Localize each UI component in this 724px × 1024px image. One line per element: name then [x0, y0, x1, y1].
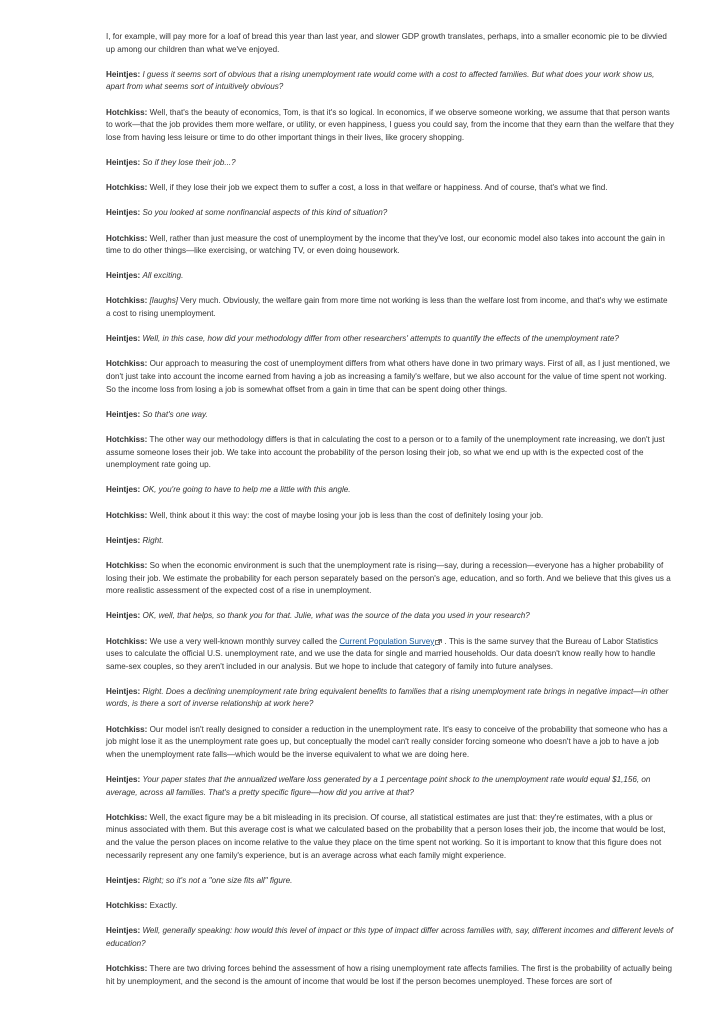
question-paragraph — [106, 207, 674, 220]
answer-paragraph — [106, 812, 674, 862]
answer-text: We use a very well-known monthly survey called the — [149, 636, 340, 646]
current-population-survey-link[interactable]: Current Population Survey — [339, 636, 435, 646]
speaker-label-interviewer: Heintjes: — [106, 611, 141, 621]
speaker-label-interviewer: Heintjes: — [106, 157, 141, 167]
question-text: Your paper states that the annualized welfare loss generated by a 1 percentage point shock to the unemployment rate would equal $1,156, on average, across all families. That's a pretty specific figure—how did you arrive at that? — [106, 775, 651, 797]
speaker-label-guest: Hotchkiss: — [106, 233, 148, 243]
answer-paragraph — [106, 636, 674, 674]
answer-paragraph — [106, 724, 674, 762]
speaker-label-guest: Hotchkiss: — [106, 435, 148, 444]
speaker-label-guest: Hotchkiss: — [106, 296, 148, 306]
speaker-label-interviewer: Heintjes: — [106, 926, 141, 936]
question-text: So you looked at some nonfinancial aspects of this kind of situation? — [142, 208, 388, 218]
question-paragraph — [106, 484, 674, 497]
answer-text: Well, rather than just measure the cost of unemployment by the income that they've lost, our economic model also takes into account the gain in time to do other things—like exercising, or watching TV, or even doing housework. — [106, 233, 665, 256]
speaker-label-guest: Hotchkiss: — [106, 107, 148, 117]
question-paragraph — [106, 774, 674, 799]
question-text: All exciting. — [142, 271, 184, 281]
question-paragraph — [106, 270, 674, 283]
speaker-label-interviewer: Heintjes: — [106, 686, 141, 696]
question-paragraph — [106, 610, 674, 623]
question-text: I guess it seems sort of obvious that a rising unemployment rate would come with a cost to affected families. But what does your work show us, apart from what seems sort of intuitively obvious? — [106, 69, 655, 92]
speaker-label-guest: Hotchkiss: — [106, 560, 148, 570]
answer-text: There are two driving forces behind the assessment of how a rising unemployment rate affects families. The first is the probability of actually being hit by unemployment, and the second is the amount of income that would be lost if the person becomes unemployed. These forces are sort of — [106, 963, 672, 986]
speaker-label-guest: Hotchkiss: — [106, 510, 148, 520]
question-paragraph — [106, 686, 674, 711]
answer-paragraph — [106, 434, 674, 472]
speaker-label-interviewer: Heintjes: — [106, 271, 141, 281]
answer-paragraph — [106, 295, 674, 320]
answer-text: Our model isn't really designed to consider a reduction in the unemployment rate. It's easy to conceive of the probability that someone who has a job might lose it as the unemployment rate goes up, but conceptually the model can't really consider forcing someone who doesn't have a job to have a job when the unemployment rate falls—which would be the inverse equivalent to what we are doing here. — [106, 724, 668, 759]
answer-paragraph — [106, 560, 674, 598]
answer-text: Very much. Obviously, the welfare gain from more time not working is less than the welfare lost from income, and that's why we estimate a cost to rising unemployment. — [106, 296, 668, 319]
speaker-label-guest: Hotchkiss: — [106, 812, 148, 822]
question-paragraph — [106, 535, 674, 548]
answer-text: Well, if they lose their job we expect them to suffer a cost, a loss in that welfare or happiness. And of course, that's what we find. — [149, 183, 608, 193]
answer-paragraph — [106, 358, 674, 396]
answer-text: . This is the same survey that the Bureau of Labor Statistics uses to calculate the official U.S. unemployment rate, and we use the data for single and married households. Our data doesn't know really how to handle same-sex couples, so they aren't included in our analysis. But we hope to include that category of family into future analyses. — [106, 636, 659, 671]
question-paragraph — [106, 157, 674, 170]
speaker-label-interviewer: Heintjes: — [106, 485, 141, 495]
speaker-label-guest: Hotchkiss: — [106, 724, 148, 734]
answer-text: Well, the exact figure may be a bit misleading in its precision. Of course, all statistical estimates are just that: they're estimates, with a plus or minus associated with them. But this average cost is what we calculated based on the probability that a person loses their job, the income that would be lost, and the value the person places on income relative to the value they place on the time spent not working. So it is important to know that this figure does not necessarily represent any one family's experience, but is an average across what each family might experience. — [106, 812, 666, 860]
answer-paragraph — [106, 107, 674, 145]
question-paragraph — [106, 333, 674, 346]
lead-in-paragraph: I, for example, will pay more for a loaf of bread this year than last year, and slower GDP growth translates, perhaps, into a smaller economic pie to be divvied up among our children than what we've enjoyed. — [106, 32, 667, 54]
interview-transcript — [106, 31, 674, 1001]
answer-paragraph — [106, 510, 674, 523]
answer-text: Well, that's the beauty of economics, Tom, is that it's so logical. In economics, if we observe someone working, we assume that that person wants to work—that the job provides them more welfare, or utility, or even happiness, I guess you could say, from the income that they earn than the welfare that they lose from having less leisure or time to do other important things in their lives, like grocery shopping. — [106, 107, 674, 142]
speaker-label-interviewer: Heintjes: — [106, 535, 141, 545]
question-text: OK, well, that helps, so thank you for that. Julie, what was the source of the data you used in your research? — [142, 611, 530, 621]
answer-paragraph — [106, 233, 674, 258]
answer-text: Our approach to measuring the cost of unemployment differs from what others have done in two primary ways. First of all, as I just mentioned, we don't just take into account the income earned from having a job as increasing a family's welfare, but we also account for the value of time spent not working. So the income loss from losing a job is somewhat offset from a gain in time that can be spent doing other things. — [106, 359, 670, 394]
answer-text: The other way our methodology differs is that in calculating the cost to a person or to a family of the unemployment rate increasing, we don't just assume someone loses their job. We take into account the probability of the person losing their job, so what we end up with is the expected cost of the unemployment rate going up. — [106, 435, 665, 470]
speaker-label-interviewer: Heintjes: — [106, 69, 141, 79]
question-text: Well, in this case, how did your methodology differ from other researchers' attempts to quantify the effects of the unemployment rate? — [142, 334, 619, 344]
speaker-label-interviewer: Heintjes: — [106, 208, 141, 218]
speaker-label-guest: Hotchkiss: — [106, 900, 148, 910]
question-text: Well, generally speaking: how would this level of impact or this type of impact differ across families with, say, different incomes and different levels of education? — [106, 926, 673, 948]
question-text: Right. Does a declining unemployment rate bring equivalent benefits to families that a rising unemployment rate brings in negative impact—in other words, is there a sort of inverse relationship at work here? — [106, 686, 669, 709]
question-text: OK, you're going to have to help me a little with this angle. — [142, 485, 351, 495]
speaker-label-interviewer: Heintjes: — [106, 775, 141, 785]
speaker-label-guest: Hotchkiss: — [106, 636, 148, 646]
question-text: So that's one way. — [142, 409, 208, 419]
stage-direction: [laughs] — [149, 296, 178, 306]
speaker-label-interviewer: Heintjes: — [106, 875, 141, 885]
answer-text: Exactly. — [149, 900, 178, 910]
question-text: So if they lose their job...? — [142, 157, 236, 167]
question-text: Right. — [142, 535, 164, 545]
speaker-label-guest: Hotchkiss: — [106, 963, 148, 973]
question-text: Right; so it's not a "one size fits all" figure. — [142, 875, 293, 885]
answer-paragraph — [106, 182, 674, 195]
answer-paragraph — [106, 963, 674, 988]
answer-text: So when the economic environment is such that the unemployment rate is rising—say, during a recession—everyone has a higher probability of losing their job. We estimate the probability for each person separately based on the person's age, education, and so forth. And we believe that this gives us a more realistic assessment of the expected cost of a rise in unemployment. — [106, 560, 671, 596]
speaker-label-interviewer: Heintjes: — [106, 409, 141, 419]
speaker-label-guest: Hotchkiss: — [106, 183, 148, 193]
question-paragraph — [106, 69, 674, 94]
speaker-label-interviewer: Heintjes: — [106, 334, 141, 344]
question-paragraph — [106, 409, 674, 422]
answer-paragraph — [106, 900, 674, 913]
speaker-label-guest: Hotchkiss: — [106, 359, 148, 369]
answer-text: Well, think about it this way: the cost of maybe losing your job is less than the cost of definitely losing your job. — [149, 510, 544, 520]
question-paragraph — [106, 925, 674, 950]
question-paragraph — [106, 875, 674, 888]
